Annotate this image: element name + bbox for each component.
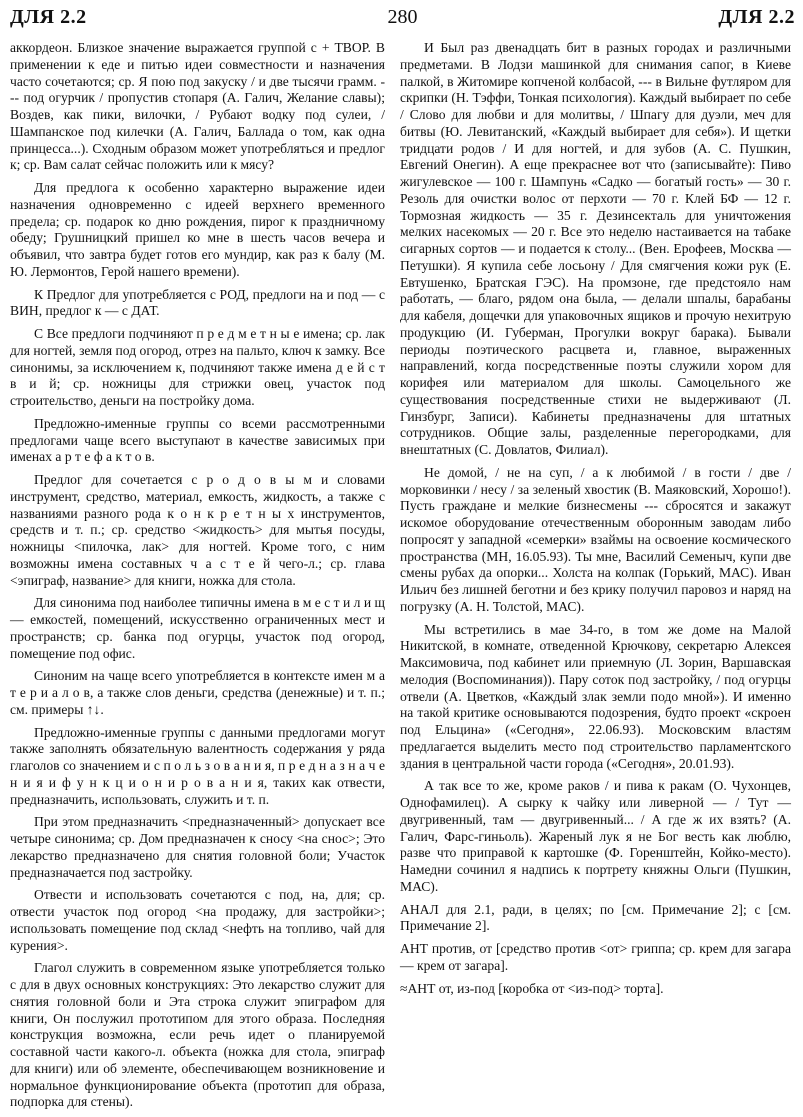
header-left-entry: ДЛЯ 2.2 — [10, 6, 87, 28]
left-column — [10, 40, 385, 1117]
paragraph: С Все предлоги подчиняют п р е д м е т н ы е имена; ср. лак для ногтей, земля под огород, отрез на пальто, ключ к замку. Все синонимы, за исключением к, подчиняют также имена д е й с т в и й; ср. ножницы для стрижки овец, участок под строительство, деньги на постройку дома. — [10, 326, 385, 408]
paragraph: Предложно-именные группы с данными предлогами могут также заполнять обязательную валентность содержания у ряда глаголов со значением и с п о л ь з о в а н и я, п р е д н а з н а ч е н и я и ф у н к ц и о н и р о в а н и я, таких как отвести, предназначить, использовать, служить и т. п. — [10, 724, 385, 807]
paragraph: ≈АНТ от, из-под [коробка от <из-под> торта]. — [400, 980, 664, 996]
paragraph: АНТ против, от [средство против <от> гриппа; ср. крем для загара — крем от загара]. — [400, 941, 791, 973]
page-number: 280 — [387, 6, 418, 28]
paragraph: Для синонима под наиболее типичны имена в м е с т и л и щ — емкостей, помещений, искусственно ограниченных мест и пространств; ср. банка под огурцы, участок под огород, помещение под офис. — [10, 595, 385, 661]
paragraph: Предлог для сочетается с р о д о в ы м и словами инструмент, средство, материал, емкость, жидкость, а также с названиями разного рода к о н к р е т н ы х инструментов, средств и т. п.; ср. средство <жидкость> для мытья посуды, ножницы <пилочка, лак> для ногтей. Кроме того, с ним возможны имена составных ч а с т е й чего-л.; ср. глава <эпиграф, название> для книги, ножка для стола. — [10, 472, 385, 588]
paragraph: АНАЛ для 2.1, ради, в целях; по [см. Примечание 2]; с [см. Примечание 2]. — [400, 901, 791, 934]
paragraph: Глагол служить в современном языке употребляется только с для в двух основных конструкциях: Это лекарство служит для снятия головной боли и Эта строка служит эпиграфом для книги, Он послужил прототипом для этого образа. Последняя конструкция возможна, если речь идет о планируемой составной части какого-л. объекта (ножка для стола, эпиграф для книги) или об элементе, обеспечивающем возникновение и нормальное функционирование объекта (прототип для образа, подпорка для стены). — [10, 960, 385, 1110]
paragraph: аккордеон. Близкое значение выражается группой с + ТВОР. В применении к еде и питью идеи совместности и назначения часто сочетаются; ср. Я пою под закуску / и две тысячи грамм. --- под огурчик / пропустив стопаря (А. Галич, Желание славы); Воздев, как пики, вилочки, / Рубают водку под сулеи, / Шампанское под килечки (А. Галич, Баллада о том, как одна принцесса...). Сходным образом может употребляться и предлог к; ср. Вам салат сейчас положить или к мясу? — [10, 40, 385, 173]
paragraph: К Предлог для употребляется с РОД, предлоги на и под — с ВИН, предлог к — с ДАТ. — [10, 286, 385, 319]
paragraph: И Был раз двенадцать бит в разных городах и различными предметами. В Лодзи машинкой для снимания сапог, в Киеве палкой, в Житомире копченой колбасой, --- в Вильне футляром для скрипки (Н. Тэффи, Тонкая психология). Каждый выбирает по себе / Слово для любви и для молитвы, / Шпагу для дуэли, меч для битвы (Ю. Левитанский, «Каждый выбирает для себя»). И щетки тридцати родов / И для ногтей, и для зубов (А. С. Пушкин, Евгений Онегин). А еще прекраснее вот что (записывайте): Пиво жигулевское — 100 г. Шампунь «Садко — богатый гость» — 30 г. Резоль для очистки волос от перхоти — 70 г. Клей БФ — 12 г. Тормозная жидкость — 35 г. Дезинсекталь для уничтожения мелких насекомых — 20 г. Все это неделю настаивается на табаке сигарных сортов — и подается к столу... (Вен. Ерофеев, Москва — Петушки). Я купила себе лосьону / Для смягчения кожи рук (Е. Евтушенко, Братская ГЭС). На промзоне, где предстояло нам работать, — благо, рядом она была, — делали шпалы, барабаны для кабеля, дощечки для упаковочных ящиков и прочую нехитрую продукцию (И. Губерман, Прогулки вокруг барака). Бывали периоды поэтического расцвета и, главное, выраженных направлений, когда посредственные поэты служили хором для корифея или материалом для школы. Самоцельного же существования посредственные стихи не выдерживают (Л. Гинзбург, Записи). Кабинеты предназначены для штатных сотрудников. Общие залы, разделенные перегородками, для внештатных (С. Довлатов, Филиал). — [400, 40, 791, 457]
paragraph: Для предлога к особенно характерно выражение идеи назначения одновременно с идеей верхнего временного предела; ср. подарок ко дню рождения, пирог к праздничному обеду; Грушницкий пришел ко мне в шесть часов вечера и объявил, что завтра будет готов его мундир, как раз к балу (М. Ю. Лермонтов, Герой нашего времени). — [10, 180, 385, 279]
paragraph: Синоним на чаще всего употребляется в контексте имен м а т е р и а л о в, а также слов деньги, средства (денежные) и т. п.; см. примеры ↑↓. — [10, 668, 385, 717]
paragraph: При этом предназначить <предназначенный> допускает все четыре синонима; ср. Дом предназначен к сносу <на снос>; Это лекарство предназначено для снятия головной боли; Участок предназначается под застройку. — [10, 814, 385, 880]
paragraph: Не домой, / не на суп, / а к любимой / в гости / две / морковинки / несу / за зеленый хвостик (В. Маяковский, Хорошо!). Пусть граждане и мелкие бизнесмены --- сбросятся и закажут искомое оборудование отечественным оборонным заводам либо попросят у западной «семерки» взаймы на освоение космического пространства (МН, 16.05.93). Ты мне, Василий Семеныч, купи две смены рубах да опорки... Холста на колпак (Горький, МАС). Иван Ильич без лишней беготни и без крику получил паровоз и наряд на погрузку (А. Н. Толстой, МАС). — [400, 464, 791, 614]
paragraph: Предложно-именные группы со всеми рассмотренными предлогами чаще всего выступают в качестве зависимых при именах а р т е ф а к т о в. — [10, 415, 385, 465]
paragraph: Мы встретились в мае 34-го, в том же доме на Малой Никитской, в комнате, отведенной Крючкову, секретарю Алексея Максимовича, под кабинет или приемную (Л. Зорин, Варшавская мелодия (Воспоминания)). Пару соток под застройку, / под огурцы отвели (А. Цветков, «Каждый злак земли подо мной»). И именно на такой критике основываются подозрения, будто проект «скроен под Ельцина» («Сегодня», 22.06.93). Московским властям предлагается выделить место под строительство парламентского здания в центральной части города («Сегодня», 20.01.93). — [400, 621, 791, 771]
paragraph: А так все то же, кроме раков / и пива к ракам (О. Чухонцев, Однофамилец). А сырку к чайку или ливерной — / Тут — двугривенный, там — двугривенный... / А где ж их взять? (А. Галич, Фарс-гиньоль). Жареный лук я не Бог весть как люблю, разве что приправой к картошке (Ф. Горенштейн, Койко-место). Намедни сочинил я надпись к портрету княжны Ольги (Пушкин, МАС). — [400, 778, 791, 894]
page-header — [10, 6, 795, 32]
paragraph: Отвести и использовать сочетаются с под, на, для; ср. отвести участок под огород <на продажу, для застройки>; использовать помещение под склад <нефть на топливо, чай для курения>. — [10, 887, 385, 953]
right-column — [400, 40, 791, 1003]
header-right-entry: ДЛЯ 2.2 — [718, 6, 795, 28]
